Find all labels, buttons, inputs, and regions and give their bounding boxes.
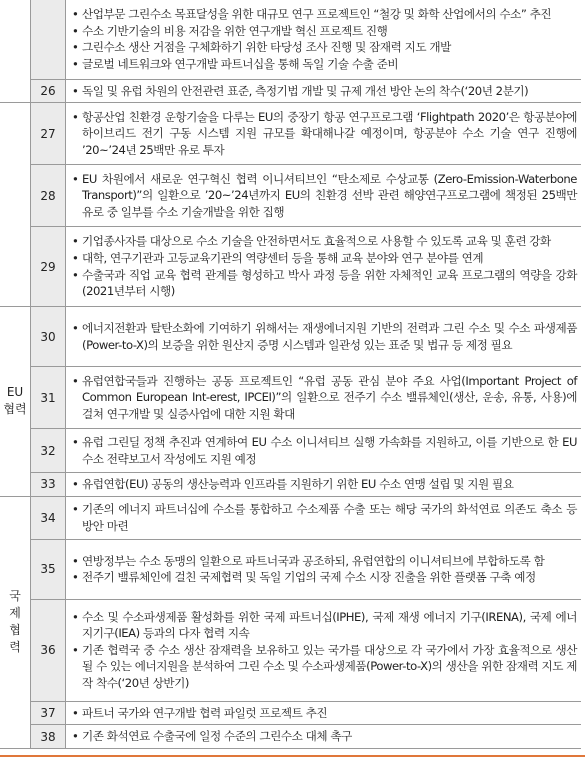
bullet-text: 산업부문 그린수소 목표달성을 위한 대규모 연구 프로젝트인 “철강 및 화학 산업에서의 수소” 추진 <box>82 7 552 22</box>
table-row <box>0 367 581 429</box>
table-row <box>0 473 581 497</box>
bullet-dot-icon: • <box>72 570 79 585</box>
bullet-dot-icon: • <box>72 477 79 492</box>
row-number: 26 <box>31 79 66 103</box>
bullet-text: 수소 및 수소파생제품 활성화를 위한 국제 파트너십(IPHE), 국제 재생 에너지 기구(IRENA), 국제 에너지기구(IEA) 등과의 다자 협력 지속 <box>82 609 577 641</box>
table-row <box>0 429 581 473</box>
bullet-dot-icon: • <box>72 642 79 657</box>
bullet-text: 연방정부는 수소 동맹의 일환으로 파트너국과 공조하되, 유럽연합의 이니셔티브에 부합하도록 함 <box>82 553 545 568</box>
bullet-text: 유럽연합국들과 진행하는 공동 프로젝트인 “유럽 공동 관심 분야 주요 사업(Important Project of Common European Int-erest, IPCEI)”의 일환으로 전주기 수소 밸류체인(생산, 운송, 유통, 사용)에 걸쳐 연구개발 및 실증사업에 대한 지원 확대 <box>82 373 577 421</box>
row-number: 29 <box>31 227 66 307</box>
table-row <box>0 79 581 103</box>
bullet-text: 수출국과 직업 교육 협력 관계를 형성하고 박사 과정 등을 위한 자체적인 교육 프로그램의 역량을 강화(2021년부터 시행) <box>82 267 577 299</box>
bullet-dot-icon: • <box>72 373 79 388</box>
row-content <box>66 227 582 307</box>
bullet-item <box>72 320 577 353</box>
row-number: 28 <box>31 165 66 227</box>
bullet-item <box>72 705 577 722</box>
bullet-dot-icon: • <box>72 705 79 720</box>
row-content <box>66 496 582 539</box>
row-content <box>66 165 582 227</box>
table-row <box>0 0 581 79</box>
category-cell-empty <box>0 79 31 103</box>
bullet-item <box>72 250 577 267</box>
category-eu-line2: 협력 <box>3 402 27 417</box>
category-intl-char3: 협 <box>9 623 21 638</box>
table-row <box>0 103 581 165</box>
table-row <box>0 496 581 539</box>
row-content <box>66 307 582 367</box>
bullet-dot-icon: • <box>72 321 79 335</box>
bullet-text: 파트너 국가와 연구개발 협력 파일럿 프로젝트 추진 <box>82 705 328 720</box>
table-row <box>0 701 581 725</box>
row-content <box>66 599 582 701</box>
table-row <box>0 539 581 599</box>
bullet-item <box>72 569 577 586</box>
bullet-dot-icon: • <box>72 109 79 124</box>
bullet-dot-icon: • <box>72 267 79 282</box>
bullet-item <box>72 728 577 745</box>
bullet-item <box>72 109 577 159</box>
bullet-dot-icon: • <box>72 234 79 249</box>
row-content <box>66 725 582 749</box>
bullet-dot-icon: • <box>72 251 79 265</box>
bullet-dot-icon: • <box>72 83 79 98</box>
bullet-dot-icon: • <box>72 56 79 71</box>
bullet-item <box>72 39 577 56</box>
bullet-item <box>72 609 577 642</box>
category-cell-empty <box>0 227 31 307</box>
bullet-text: 대학, 연구기관과 고등교육기관의 역량센터 등을 통해 교육 분야와 연구 분야를 연계 <box>82 251 484 265</box>
row-content <box>66 473 582 497</box>
row-content <box>66 701 582 725</box>
table-row <box>0 307 581 367</box>
category-eu-line1: EU <box>6 385 24 400</box>
table-row <box>0 599 581 701</box>
row-number: 32 <box>31 429 66 473</box>
bullet-text: 항공산업 친환경 운항기술을 다루는 EU의 중장기 항공 연구프로그램 ‘Flightpath 2020’은 항공분야에 하이브리드 전기 구동 시스템 지원 규모를 확대해나갈 예정이며, 항공분야 수소 기술 연구 진행에 ’20~’24년 25백만 유로 투자 <box>82 109 577 157</box>
bullet-text: 기존 협력국 중 수소 생산 잠재력을 보유하고 있는 국가를 대상으로 각 국가에서 가장 효율적으로 생산될 수 있는 에너지원을 분석하여 그린 수소 및 수소파생제품(Power-to-X)의 생산을 위한 잠재력 지도 제작 착수(‘20년 상반기) <box>82 642 577 691</box>
bullet-dot-icon: • <box>72 553 79 568</box>
category-cell-empty <box>0 0 31 79</box>
row-content <box>66 429 582 473</box>
row-number: 30 <box>31 307 66 367</box>
bullet-item <box>72 553 577 570</box>
bullet-text: 전주기 밸류체인에 걸친 국제협력 및 독일 기업의 국제 수소 시장 진출을 위한 플랫폼 구축 예정 <box>82 570 536 585</box>
bullet-item <box>72 267 577 300</box>
bullet-text: 기존 화석연료 수출국에 일정 수준의 그린수소 대체 촉구 <box>82 729 352 744</box>
bullet-dot-icon: • <box>72 609 79 624</box>
bullet-item <box>72 83 577 100</box>
bottom-rule <box>0 755 585 757</box>
bullet-text: 유럽 그린딜 정책 추진과 연계하여 EU 수소 이니셔티브 실행 가속화를 지원하고, 이를 기반으로 한 EU 수소 전략보고서 작성에도 지원 예정 <box>82 435 577 466</box>
table-row <box>0 227 581 307</box>
bullet-dot-icon: • <box>72 23 79 38</box>
row-number: 31 <box>31 367 66 429</box>
category-eu <box>0 307 31 497</box>
bullet-text: 에너지전환과 탈탄소화에 기여하기 위해서는 재생에너지원 기반의 전력과 그린 수소 및 수소 파생제품(Power-to-X)의 보증을 위한 원산지 증명 시스템과 일관성 있는 표준 및 법규 등 제정 필요 <box>82 321 577 352</box>
row-number: 34 <box>31 496 66 539</box>
row-number: 33 <box>31 473 66 497</box>
row-number: 38 <box>31 725 66 749</box>
bullet-dot-icon: • <box>72 40 79 55</box>
bullet-item <box>72 233 577 250</box>
row-content <box>66 539 582 599</box>
bullet-text: EU 차원에서 새로운 연구혁신 협력 이니셔티브인 “탄소제로 수상교통 (Zero-Emission-Waterbone Transport)”의 일환으로 ’20~’24년까지 EU의 친환경 선박 관련 해양연구프로그램에 책정된 25백만 유로 중 일부를 수소 기술개발을 위한 집행 <box>82 171 577 219</box>
bullet-text: 수소 기반기술의 비용 저감을 위한 연구개발 혁신 프로젝트 진행 <box>82 23 388 38</box>
bullet-text: 기존의 에너지 파트너십에 수소를 통합하고 수소제품 수출 또는 해당 국가의 화석연료 의존도 축소 등 방안 마련 <box>82 502 577 533</box>
bullet-text: 글로벌 네트워크와 연구개발 파트너십을 통해 독일 기술 수출 준비 <box>82 56 399 71</box>
row-content <box>66 79 582 103</box>
bullet-dot-icon: • <box>72 435 79 449</box>
bullet-item <box>72 501 577 534</box>
table-row <box>0 725 581 749</box>
category-international <box>0 496 31 748</box>
row-number: 37 <box>31 701 66 725</box>
row-content <box>66 367 582 429</box>
row-content <box>66 0 582 79</box>
bullet-text: 그린수소 생산 거점을 구체화하기 위한 타당성 조사 진행 및 잠재력 지도 개발 <box>82 40 451 55</box>
bullet-text: 유럽연합(EU) 공동의 생산능력과 인프라를 지원하기 위한 EU 수소 연맹 설립 및 지원 필요 <box>82 477 514 492</box>
table-row <box>0 165 581 227</box>
row-number <box>31 0 66 79</box>
bullet-item <box>72 642 577 692</box>
bullet-text: 기업종사자를 대상으로 수소 기술을 안전하면서도 효율적으로 사용할 수 있도록 교육 및 훈련 강화 <box>82 234 551 249</box>
bullet-item <box>72 171 577 221</box>
category-intl-char2: 제 <box>9 606 21 621</box>
bullet-dot-icon: • <box>72 502 79 517</box>
category-cell-empty <box>0 103 31 165</box>
category-cell-empty <box>0 165 31 227</box>
row-number: 27 <box>31 103 66 165</box>
bullet-dot-icon: • <box>72 7 79 22</box>
bullet-item <box>72 6 577 23</box>
bullet-item <box>72 373 577 423</box>
bullet-item <box>72 434 577 467</box>
category-intl-char1: 국 <box>9 589 21 604</box>
bullet-dot-icon: • <box>72 171 79 186</box>
bullet-dot-icon: • <box>72 729 79 744</box>
bullet-item <box>72 476 577 493</box>
bullet-item <box>72 23 577 40</box>
row-content <box>66 103 582 165</box>
bullet-item <box>72 56 577 73</box>
row-number: 36 <box>31 599 66 701</box>
bullet-text: 독일 및 유럽 차원의 안전관련 표준, 측정기법 개발 및 규제 개선 방안 논의 착수(‘20년 2분기) <box>82 83 529 98</box>
category-intl-char4: 력 <box>9 640 21 655</box>
row-number: 35 <box>31 539 66 599</box>
